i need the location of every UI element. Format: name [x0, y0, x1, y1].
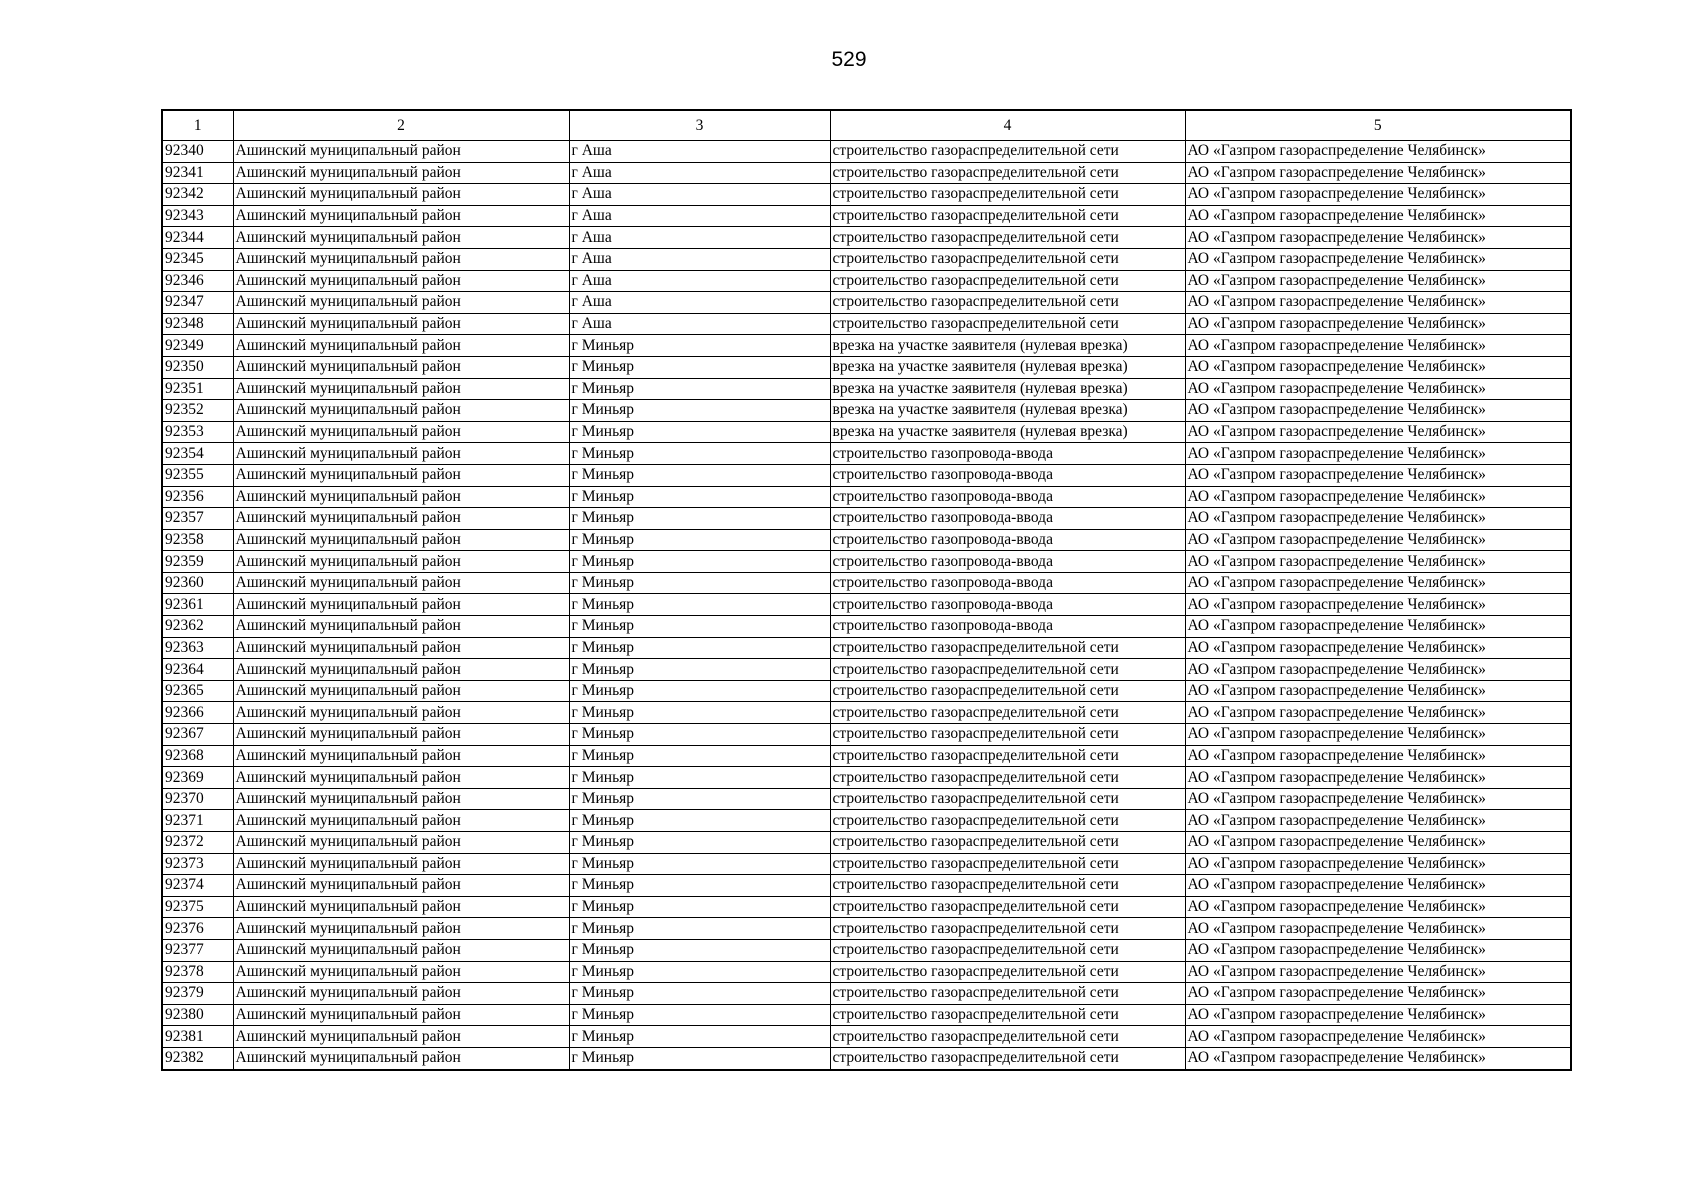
row-number-cell: 92353: [162, 421, 233, 443]
work-type-cell: строительство газопровода-ввода: [830, 616, 1185, 638]
table-row: [162, 896, 1571, 918]
work-type-cell: строительство газораспределительной сети: [830, 184, 1185, 206]
locality-cell: г Миньяр: [569, 853, 830, 875]
municipality-cell: Ашинский муниципальный район: [233, 1004, 569, 1026]
organization-cell: АО «Газпром газораспределение Челябинск»: [1185, 313, 1571, 335]
row-number-cell: 92344: [162, 227, 233, 249]
municipality-cell: Ашинский муниципальный район: [233, 464, 569, 486]
organization-cell: АО «Газпром газораспределение Челябинск»: [1185, 616, 1571, 638]
organization-cell: АО «Газпром газораспределение Челябинск»: [1185, 227, 1571, 249]
table-row: [162, 227, 1571, 249]
locality-cell: г Миньяр: [569, 724, 830, 746]
work-type-cell: врезка на участке заявителя (нулевая врезка): [830, 400, 1185, 422]
table-row: [162, 141, 1571, 163]
locality-cell: г Миньяр: [569, 832, 830, 854]
row-number-cell: 92382: [162, 1047, 233, 1069]
work-type-cell: строительство газораспределительной сети: [830, 248, 1185, 270]
municipality-cell: Ашинский муниципальный район: [233, 724, 569, 746]
locality-cell: г Миньяр: [569, 508, 830, 530]
table-row: [162, 486, 1571, 508]
organization-cell: АО «Газпром газораспределение Челябинск»: [1185, 983, 1571, 1005]
table-row: [162, 292, 1571, 314]
organization-cell: АО «Газпром газораспределение Челябинск»: [1185, 724, 1571, 746]
table-row: [162, 788, 1571, 810]
organization-cell: АО «Газпром газораспределение Челябинск»: [1185, 400, 1571, 422]
work-type-cell: строительство газопровода-ввода: [830, 464, 1185, 486]
organization-cell: АО «Газпром газораспределение Челябинск»: [1185, 702, 1571, 724]
row-number-cell: 92380: [162, 1004, 233, 1026]
locality-cell: г Миньяр: [569, 1026, 830, 1048]
table-row: [162, 961, 1571, 983]
row-number-cell: 92376: [162, 918, 233, 940]
locality-cell: г Миньяр: [569, 767, 830, 789]
row-number-cell: 92348: [162, 313, 233, 335]
table-row: [162, 184, 1571, 206]
locality-cell: г Миньяр: [569, 421, 830, 443]
organization-cell: АО «Газпром газораспределение Челябинск»: [1185, 270, 1571, 292]
locality-cell: г Миньяр: [569, 637, 830, 659]
locality-cell: г Миньяр: [569, 594, 830, 616]
organization-cell: АО «Газпром газораспределение Челябинск»: [1185, 788, 1571, 810]
row-number-cell: 92364: [162, 659, 233, 681]
row-number-cell: 92374: [162, 875, 233, 897]
work-type-cell: строительство газораспределительной сети: [830, 313, 1185, 335]
column-header-5: 5: [1185, 110, 1571, 141]
table-row: [162, 1047, 1571, 1069]
municipality-cell: Ашинский муниципальный район: [233, 659, 569, 681]
row-number-cell: 92347: [162, 292, 233, 314]
organization-cell: АО «Газпром газораспределение Челябинск»: [1185, 767, 1571, 789]
locality-cell: г Миньяр: [569, 400, 830, 422]
organization-cell: АО «Газпром газораспределение Челябинск»: [1185, 594, 1571, 616]
table-header: [162, 110, 1571, 141]
locality-cell: г Миньяр: [569, 896, 830, 918]
row-number-cell: 92355: [162, 464, 233, 486]
registry-table: [161, 109, 1572, 1071]
locality-cell: г Миньяр: [569, 983, 830, 1005]
locality-cell: г Миньяр: [569, 788, 830, 810]
organization-cell: АО «Газпром газораспределение Челябинск»: [1185, 335, 1571, 357]
locality-cell: г Миньяр: [569, 464, 830, 486]
municipality-cell: Ашинский муниципальный район: [233, 486, 569, 508]
municipality-cell: Ашинский муниципальный район: [233, 421, 569, 443]
table-row: [162, 983, 1571, 1005]
locality-cell: г Миньяр: [569, 702, 830, 724]
table-row: [162, 810, 1571, 832]
table-row: [162, 270, 1571, 292]
municipality-cell: Ашинский муниципальный район: [233, 443, 569, 465]
row-number-cell: 92354: [162, 443, 233, 465]
municipality-cell: Ашинский муниципальный район: [233, 745, 569, 767]
work-type-cell: строительство газораспределительной сети: [830, 270, 1185, 292]
table-row: [162, 464, 1571, 486]
municipality-cell: Ашинский муниципальный район: [233, 205, 569, 227]
locality-cell: г Миньяр: [569, 551, 830, 573]
row-number-cell: 92375: [162, 896, 233, 918]
work-type-cell: строительство газопровода-ввода: [830, 572, 1185, 594]
organization-cell: АО «Газпром газораспределение Челябинск»: [1185, 464, 1571, 486]
organization-cell: АО «Газпром газораспределение Челябинск»: [1185, 745, 1571, 767]
municipality-cell: Ашинский муниципальный район: [233, 637, 569, 659]
page-number: 529: [831, 48, 867, 71]
table-row: [162, 637, 1571, 659]
work-type-cell: врезка на участке заявителя (нулевая врезка): [830, 356, 1185, 378]
organization-cell: АО «Газпром газораспределение Челябинск»: [1185, 810, 1571, 832]
municipality-cell: Ашинский муниципальный район: [233, 529, 569, 551]
table-row: [162, 551, 1571, 573]
municipality-cell: Ашинский муниципальный район: [233, 508, 569, 530]
locality-cell: г Миньяр: [569, 745, 830, 767]
row-number-cell: 92365: [162, 680, 233, 702]
organization-cell: АО «Газпром газораспределение Челябинск»: [1185, 875, 1571, 897]
municipality-cell: Ашинский муниципальный район: [233, 572, 569, 594]
row-number-cell: 92371: [162, 810, 233, 832]
work-type-cell: врезка на участке заявителя (нулевая врезка): [830, 335, 1185, 357]
organization-cell: АО «Газпром газораспределение Челябинск»: [1185, 162, 1571, 184]
locality-cell: г Аша: [569, 227, 830, 249]
locality-cell: г Аша: [569, 205, 830, 227]
table-row: [162, 659, 1571, 681]
locality-cell: г Миньяр: [569, 1004, 830, 1026]
municipality-cell: Ашинский муниципальный район: [233, 896, 569, 918]
municipality-cell: Ашинский муниципальный район: [233, 248, 569, 270]
municipality-cell: Ашинский муниципальный район: [233, 875, 569, 897]
work-type-cell: строительство газопровода-ввода: [830, 508, 1185, 530]
locality-cell: г Аша: [569, 162, 830, 184]
table-row: [162, 508, 1571, 530]
row-number-cell: 92346: [162, 270, 233, 292]
work-type-cell: строительство газораспределительной сети: [830, 680, 1185, 702]
organization-cell: АО «Газпром газораспределение Челябинск»: [1185, 918, 1571, 940]
row-number-cell: 92372: [162, 832, 233, 854]
municipality-cell: Ашинский муниципальный район: [233, 594, 569, 616]
table-row: [162, 702, 1571, 724]
municipality-cell: Ашинский муниципальный район: [233, 832, 569, 854]
municipality-cell: Ашинский муниципальный район: [233, 141, 569, 163]
organization-cell: АО «Газпром газораспределение Челябинск»: [1185, 961, 1571, 983]
table-row: [162, 767, 1571, 789]
locality-cell: г Аша: [569, 141, 830, 163]
row-number-cell: 92379: [162, 983, 233, 1005]
municipality-cell: Ашинский муниципальный район: [233, 939, 569, 961]
table-row: [162, 529, 1571, 551]
table-row: [162, 918, 1571, 940]
locality-cell: г Миньяр: [569, 961, 830, 983]
table-row: [162, 853, 1571, 875]
organization-cell: АО «Газпром газораспределение Челябинск»: [1185, 1047, 1571, 1069]
organization-cell: АО «Газпром газораспределение Челябинск»: [1185, 443, 1571, 465]
locality-cell: г Миньяр: [569, 443, 830, 465]
organization-cell: АО «Газпром газораспределение Челябинск»: [1185, 637, 1571, 659]
municipality-cell: Ашинский муниципальный район: [233, 810, 569, 832]
row-number-cell: 92378: [162, 961, 233, 983]
locality-cell: г Аша: [569, 270, 830, 292]
work-type-cell: строительство газораспределительной сети: [830, 918, 1185, 940]
organization-cell: АО «Газпром газораспределение Челябинск»: [1185, 141, 1571, 163]
table-row: [162, 572, 1571, 594]
work-type-cell: строительство газораспределительной сети: [830, 767, 1185, 789]
row-number-cell: 92369: [162, 767, 233, 789]
table-row: [162, 443, 1571, 465]
locality-cell: г Миньяр: [569, 616, 830, 638]
work-type-cell: строительство газораспределительной сети: [830, 745, 1185, 767]
municipality-cell: Ашинский муниципальный район: [233, 616, 569, 638]
table-row: [162, 248, 1571, 270]
row-number-cell: 92340: [162, 141, 233, 163]
row-number-cell: 92361: [162, 594, 233, 616]
work-type-cell: строительство газораспределительной сети: [830, 659, 1185, 681]
municipality-cell: Ашинский муниципальный район: [233, 853, 569, 875]
locality-cell: г Миньяр: [569, 378, 830, 400]
locality-cell: г Миньяр: [569, 335, 830, 357]
locality-cell: г Миньяр: [569, 918, 830, 940]
table-row: [162, 1026, 1571, 1048]
locality-cell: г Миньяр: [569, 486, 830, 508]
table-body: [162, 141, 1571, 1070]
municipality-cell: Ашинский муниципальный район: [233, 184, 569, 206]
locality-cell: г Аша: [569, 184, 830, 206]
row-number-cell: 92350: [162, 356, 233, 378]
municipality-cell: Ашинский муниципальный район: [233, 918, 569, 940]
row-number-cell: 92345: [162, 248, 233, 270]
row-number-cell: 92368: [162, 745, 233, 767]
table-row: [162, 205, 1571, 227]
municipality-cell: Ашинский муниципальный район: [233, 788, 569, 810]
organization-cell: АО «Газпром газораспределение Челябинск»: [1185, 551, 1571, 573]
row-number-cell: 92342: [162, 184, 233, 206]
organization-cell: АО «Газпром газораспределение Челябинск»: [1185, 184, 1571, 206]
row-number-cell: 92367: [162, 724, 233, 746]
organization-cell: АО «Газпром газораспределение Челябинск»: [1185, 248, 1571, 270]
organization-cell: АО «Газпром газораспределение Челябинск»: [1185, 853, 1571, 875]
work-type-cell: врезка на участке заявителя (нулевая врезка): [830, 421, 1185, 443]
column-header-1: 1: [162, 110, 233, 141]
organization-cell: АО «Газпром газораспределение Челябинск»: [1185, 939, 1571, 961]
work-type-cell: строительство газораспределительной сети: [830, 637, 1185, 659]
municipality-cell: Ашинский муниципальный район: [233, 335, 569, 357]
organization-cell: АО «Газпром газораспределение Челябинск»: [1185, 378, 1571, 400]
organization-cell: АО «Газпром газораспределение Челябинск»: [1185, 205, 1571, 227]
row-number-cell: 92366: [162, 702, 233, 724]
work-type-cell: строительство газораспределительной сети: [830, 810, 1185, 832]
municipality-cell: Ашинский муниципальный район: [233, 270, 569, 292]
row-number-cell: 92373: [162, 853, 233, 875]
work-type-cell: строительство газопровода-ввода: [830, 486, 1185, 508]
table-row: [162, 680, 1571, 702]
row-number-cell: 92341: [162, 162, 233, 184]
row-number-cell: 92356: [162, 486, 233, 508]
work-type-cell: строительство газораспределительной сети: [830, 205, 1185, 227]
table-row: [162, 356, 1571, 378]
work-type-cell: строительство газораспределительной сети: [830, 724, 1185, 746]
table-row: [162, 616, 1571, 638]
organization-cell: АО «Газпром газораспределение Челябинск»: [1185, 832, 1571, 854]
table-row: [162, 1004, 1571, 1026]
work-type-cell: строительство газораспределительной сети: [830, 702, 1185, 724]
work-type-cell: строительство газораспределительной сети: [830, 788, 1185, 810]
municipality-cell: Ашинский муниципальный район: [233, 551, 569, 573]
locality-cell: г Миньяр: [569, 572, 830, 594]
locality-cell: г Миньяр: [569, 875, 830, 897]
work-type-cell: врезка на участке заявителя (нулевая врезка): [830, 378, 1185, 400]
organization-cell: АО «Газпром газораспределение Челябинск»: [1185, 1026, 1571, 1048]
column-header-2: 2: [233, 110, 569, 141]
row-number-cell: 92352: [162, 400, 233, 422]
work-type-cell: строительство газораспределительной сети: [830, 875, 1185, 897]
organization-cell: АО «Газпром газораспределение Челябинск»: [1185, 896, 1571, 918]
work-type-cell: строительство газораспределительной сети: [830, 961, 1185, 983]
municipality-cell: Ашинский муниципальный район: [233, 961, 569, 983]
organization-cell: АО «Газпром газораспределение Челябинск»: [1185, 421, 1571, 443]
locality-cell: г Миньяр: [569, 659, 830, 681]
municipality-cell: Ашинский муниципальный район: [233, 356, 569, 378]
organization-cell: АО «Газпром газораспределение Челябинск»: [1185, 529, 1571, 551]
table-row: [162, 400, 1571, 422]
locality-cell: г Миньяр: [569, 356, 830, 378]
work-type-cell: строительство газораспределительной сети: [830, 983, 1185, 1005]
work-type-cell: строительство газораспределительной сети: [830, 292, 1185, 314]
locality-cell: г Миньяр: [569, 939, 830, 961]
organization-cell: АО «Газпром газораспределение Челябинск»: [1185, 659, 1571, 681]
table-row: [162, 875, 1571, 897]
table-row: [162, 832, 1571, 854]
work-type-cell: строительство газораспределительной сети: [830, 896, 1185, 918]
organization-cell: АО «Газпром газораспределение Челябинск»: [1185, 1004, 1571, 1026]
municipality-cell: Ашинский муниципальный район: [233, 767, 569, 789]
table-row: [162, 378, 1571, 400]
column-header-3: 3: [569, 110, 830, 141]
locality-cell: г Миньяр: [569, 1047, 830, 1069]
column-header-4: 4: [830, 110, 1185, 141]
locality-cell: г Аша: [569, 292, 830, 314]
work-type-cell: строительство газораспределительной сети: [830, 832, 1185, 854]
work-type-cell: строительство газопровода-ввода: [830, 443, 1185, 465]
row-number-cell: 92370: [162, 788, 233, 810]
table-row: [162, 313, 1571, 335]
organization-cell: АО «Газпром газораспределение Челябинск»: [1185, 486, 1571, 508]
work-type-cell: строительство газораспределительной сети: [830, 227, 1185, 249]
table-row: [162, 939, 1571, 961]
municipality-cell: Ашинский муниципальный район: [233, 400, 569, 422]
work-type-cell: строительство газораспределительной сети: [830, 1047, 1185, 1069]
municipality-cell: Ашинский муниципальный район: [233, 292, 569, 314]
row-number-cell: 92358: [162, 529, 233, 551]
row-number-cell: 92363: [162, 637, 233, 659]
table-row: [162, 162, 1571, 184]
work-type-cell: строительство газопровода-ввода: [830, 551, 1185, 573]
organization-cell: АО «Газпром газораспределение Челябинск»: [1185, 508, 1571, 530]
row-number-cell: 92357: [162, 508, 233, 530]
locality-cell: г Аша: [569, 248, 830, 270]
table-row: [162, 335, 1571, 357]
municipality-cell: Ашинский муниципальный район: [233, 1026, 569, 1048]
organization-cell: АО «Газпром газораспределение Челябинск»: [1185, 680, 1571, 702]
row-number-cell: 92359: [162, 551, 233, 573]
row-number-cell: 92381: [162, 1026, 233, 1048]
table-row: [162, 594, 1571, 616]
work-type-cell: строительство газораспределительной сети: [830, 939, 1185, 961]
organization-cell: АО «Газпром газораспределение Челябинск»: [1185, 572, 1571, 594]
table-row: [162, 421, 1571, 443]
locality-cell: г Миньяр: [569, 529, 830, 551]
municipality-cell: Ашинский муниципальный район: [233, 378, 569, 400]
row-number-cell: 92349: [162, 335, 233, 357]
row-number-cell: 92351: [162, 378, 233, 400]
organization-cell: АО «Газпром газораспределение Челябинск»: [1185, 356, 1571, 378]
municipality-cell: Ашинский муниципальный район: [233, 702, 569, 724]
header-row: [162, 110, 1571, 141]
work-type-cell: строительство газопровода-ввода: [830, 529, 1185, 551]
row-number-cell: 92362: [162, 616, 233, 638]
municipality-cell: Ашинский муниципальный район: [233, 1047, 569, 1069]
work-type-cell: строительство газораспределительной сети: [830, 1004, 1185, 1026]
municipality-cell: Ашинский муниципальный район: [233, 227, 569, 249]
municipality-cell: Ашинский муниципальный район: [233, 162, 569, 184]
work-type-cell: строительство газораспределительной сети: [830, 141, 1185, 163]
table-row: [162, 724, 1571, 746]
work-type-cell: строительство газопровода-ввода: [830, 594, 1185, 616]
locality-cell: г Аша: [569, 313, 830, 335]
work-type-cell: строительство газораспределительной сети: [830, 1026, 1185, 1048]
row-number-cell: 92360: [162, 572, 233, 594]
row-number-cell: 92343: [162, 205, 233, 227]
row-number-cell: 92377: [162, 939, 233, 961]
work-type-cell: строительство газораспределительной сети: [830, 853, 1185, 875]
organization-cell: АО «Газпром газораспределение Челябинск»: [1185, 292, 1571, 314]
locality-cell: г Миньяр: [569, 810, 830, 832]
municipality-cell: Ашинский муниципальный район: [233, 313, 569, 335]
work-type-cell: строительство газораспределительной сети: [830, 162, 1185, 184]
table-row: [162, 745, 1571, 767]
municipality-cell: Ашинский муниципальный район: [233, 983, 569, 1005]
locality-cell: г Миньяр: [569, 680, 830, 702]
municipality-cell: Ашинский муниципальный район: [233, 680, 569, 702]
